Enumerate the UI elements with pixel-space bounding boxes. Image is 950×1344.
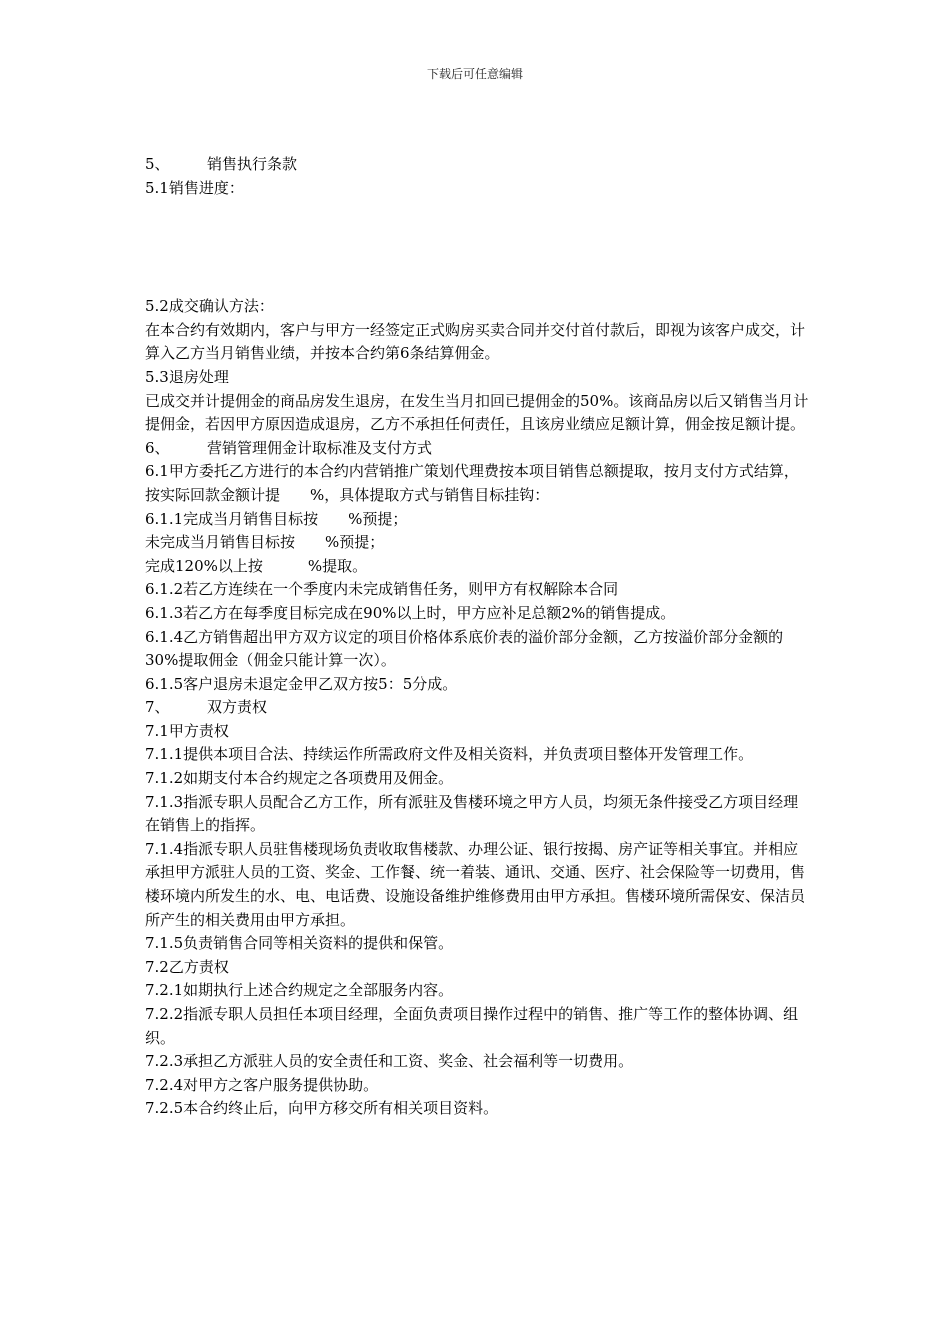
section-5-3-heading: 5.3退房处理 (145, 367, 229, 386)
section-6-title: 6、 营销管理佣金计取标准及支付方式 (145, 438, 433, 457)
section-5-title: 5、 销售执行条款 (145, 155, 298, 173)
section-7-title: 7、 双方责权 (145, 698, 268, 717)
section-6-1-3: 6.1.3若乙方在每季度目标完成在90%以上时，甲方应补足总额2%的销售提成。 (145, 603, 676, 622)
document-body (145, 153, 810, 1121)
section-7-2-4: 7.2.4对甲方之客户服务提供协助。 (145, 1075, 379, 1094)
section-7-1-heading: 7.1甲方责权 (145, 721, 229, 740)
section-7-1-2: 7.1.2如期支付本合约规定之各项费用及佣金。 (145, 769, 454, 788)
section-7-2-3: 7.2.3承担乙方派驻人员的安全责任和工资、奖金、社会福利等一切费用。 (145, 1052, 634, 1071)
section-6-1-4: 6.1.4乙方销售超出甲方双方议定的项目价格体系底价表的溢价部分金额，乙方按溢价部分金额的30%提取佣金（佣金只能计算一次）。 (145, 627, 784, 670)
section-7-2-2: 7.2.2指派专职人员担任本项目经理，全面负责项目操作过程中的销售、推广等工作的整体协调、组织。 (145, 1005, 799, 1047)
section-6-1: 6.1甲方委托乙方进行的本合约内营销推广策划代理费按本项目销售总额提取，按月支付方式结算，按实际回款金额计提 %，具体提取方式与销售目标挂钩： (145, 462, 799, 504)
section-6-1-2: 6.1.2若乙方连续在一个季度内未完成销售任务，则甲方有权解除本合同 (145, 580, 619, 599)
page-header-note: 下载后可任意编辑 (426, 67, 523, 81)
section-7-1-3: 7.1.3指派专职人员配合乙方工作，所有派驻及售楼环境之甲方人员，均须无条件接受乙方项目经理在销售上的指挥。 (145, 792, 799, 835)
section-5-1-heading: 5.1销售进度： (145, 178, 244, 197)
section-7-1-1: 7.1.1提供本项目合法、持续运作所需政府文件及相关资料，并负责项目整体开发管理工作。 (145, 745, 754, 764)
section-5-2-body: 在本合约有效期内，客户与甲方一经签定正式购房买卖合同并交付首付款后，即视为该客户成交，计算入乙方当月销售业绩，并按本合约第6条结算佣金。 (145, 320, 806, 363)
section-5-2-heading: 5.2成交确认方法： (145, 297, 274, 316)
section-7-2-1: 7.2.1如期执行上述合约规定之全部服务内容。 (145, 981, 454, 1000)
section-6-1-1: 6.1.1完成当月销售目标按 %预提； (145, 509, 408, 528)
section-6-1-1-b: 未完成当月销售目标按 %预提； (145, 533, 385, 552)
section-5-3-body: 已成交并计提佣金的商品房发生退房，在发生当月扣回已提佣金的50%。该商品房以后又销售当月计提佣金，若因甲方原因造成退房，乙方不承担任何责任，且该房业绩应足额计算，佣金按足额计提。 (145, 391, 809, 434)
section-7-1-4: 7.1.4指派专职人员驻售楼现场负责收取售楼款、办理公证、银行按揭、房产证等相关事宜。并相应承担甲方派驻人员的工资、奖金、工作餐、统一着装、通讯、交通、医疗、社会保险等一切费用，售楼环境内所发生的水、电、电话费、设施设备维护维修费用由甲方承担。售楼环境所需保安、保洁员所产生的相关费用由甲方承担。 (145, 839, 806, 929)
section-6-1-5: 6.1.5客户退房未退定金甲乙双方按5：5分成。 (145, 674, 458, 693)
section-6-1-1-c: 完成120%以上按 %提取。 (145, 556, 368, 575)
section-7-2-heading: 7.2乙方责权 (145, 957, 229, 976)
sales-progress-blank (145, 200, 810, 295)
section-7-1-5: 7.1.5负责销售合同等相关资料的提供和保管。 (145, 934, 454, 953)
section-7-2-5: 7.2.5本合约终止后，向甲方移交所有相关项目资料。 (145, 1099, 499, 1118)
